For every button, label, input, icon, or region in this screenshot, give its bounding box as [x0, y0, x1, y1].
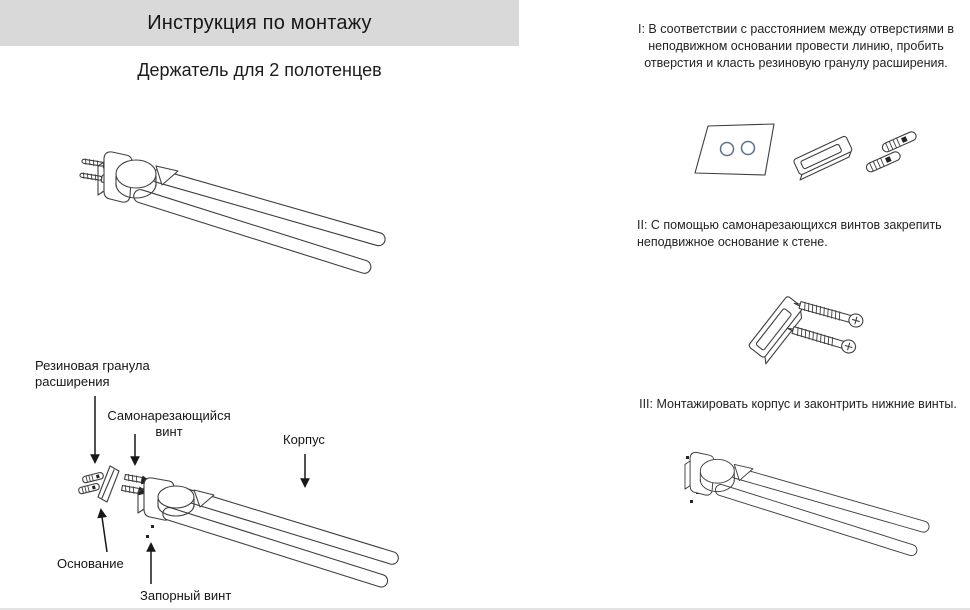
wall-screw-icon	[79, 172, 107, 183]
locking-screw-icon	[686, 456, 689, 459]
product-subtitle: Держатель для 2 полотенцев	[137, 60, 382, 80]
rubber-plug-icon	[881, 130, 918, 153]
label-rubber-plug: Резиновая гранула расширения	[35, 358, 150, 389]
step-1-text: I: В соответствии с расстоянием между отверстиями в неподвижном основании провести линию, пробить отверстия и класть резиновую гранулу расширения.	[638, 22, 954, 70]
locking-screw-icon	[151, 525, 154, 528]
drill-template	[695, 124, 774, 175]
label-self-tapping-screw: Самонарезающийся винт	[107, 408, 231, 439]
label-locking-screw: Запорный винт	[140, 588, 232, 603]
step-1-illustration	[685, 112, 935, 184]
product-drawing	[78, 142, 398, 290]
header-bar	[0, 0, 519, 46]
rubber-plug-icon	[82, 472, 104, 483]
locking-screw-icon	[690, 500, 693, 503]
exploded-diagram	[30, 392, 480, 608]
arrow-to-base	[101, 510, 107, 552]
label-base: Основание	[57, 556, 124, 571]
label-body: Корпус	[283, 432, 325, 447]
base-frame	[791, 135, 854, 179]
step-3-illustration	[680, 440, 942, 558]
base-plate	[98, 466, 119, 502]
page-title: Инструкция по монтажу	[147, 11, 372, 34]
step-3-text: III: Монтажировать корпус и законтрить нижние винты.	[639, 397, 957, 411]
rubber-plug-icon	[78, 483, 100, 494]
assembled-holder	[685, 452, 930, 557]
rubber-plug-icon	[865, 150, 902, 173]
self-tapping-screw-icon	[792, 297, 864, 329]
step-2-text: II: С помощью самонарезающихся винтов закрепить неподвижное основание к стене.	[637, 218, 942, 249]
locking-screw-icon	[146, 535, 149, 538]
step-2-illustration	[712, 278, 922, 383]
self-tapping-screw-icon	[785, 322, 857, 355]
